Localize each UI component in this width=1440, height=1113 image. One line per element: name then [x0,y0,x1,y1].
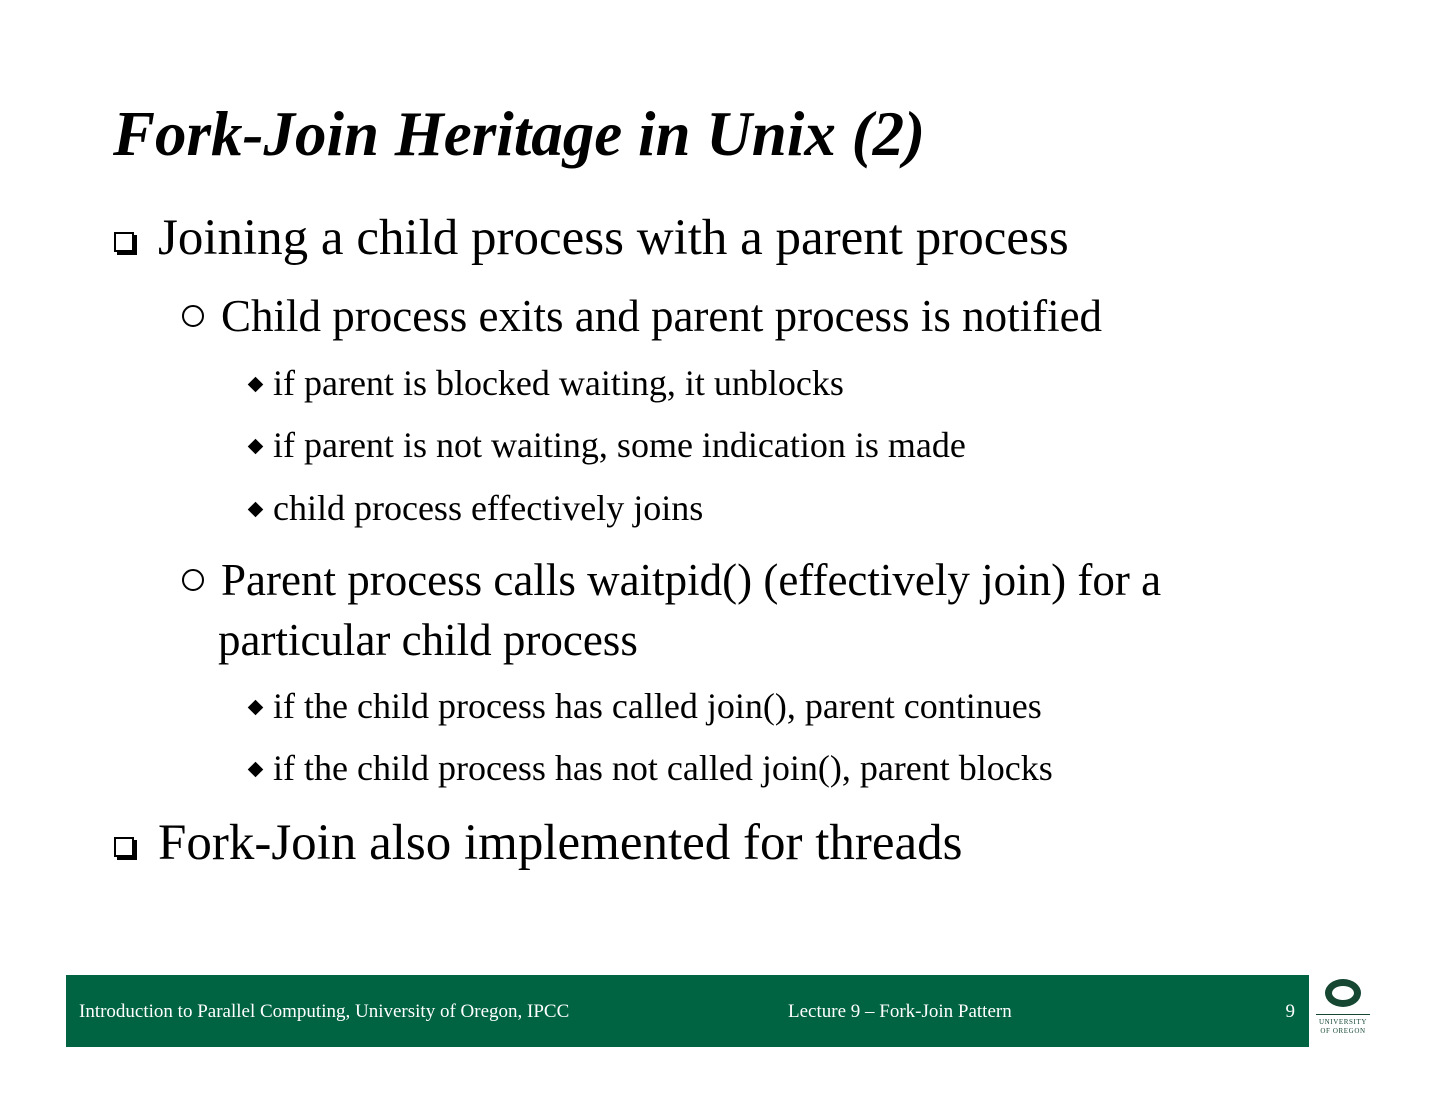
footer-bar [66,975,1309,1047]
diamond-bullet-icon [248,502,264,518]
circle-bullet-icon [182,569,204,591]
bullet-threads [114,813,963,873]
sub-sub-bullet-parent-blocks [248,746,1053,790]
sub-sub-bullet-child-joins [248,486,703,530]
diamond-bullet-icon [248,700,264,716]
bullet-text: child process effectively joins [273,488,704,528]
diamond-bullet-icon [248,439,264,455]
sub-sub-bullet-indication [248,423,966,467]
bullet-joining [114,208,1069,268]
bullet-text: Child process exits and parent process is notified [221,291,1103,341]
sub-bullet-child-exits [182,286,1102,346]
square-bullet-icon [114,837,134,857]
slide-title: Fork-Join Heritage in Unix (2) [113,99,926,169]
sub-sub-bullet-parent-continues [248,684,1042,728]
logo-divider [1316,1014,1370,1015]
footer-lecture: Lecture 9 – Fork-Join Pattern [788,1001,1012,1022]
square-bullet-icon [114,232,134,252]
bullet-text: if the child process has not called join(), parent blocks [273,748,1053,788]
bullet-text: if parent is not waiting, some indication is made [273,425,966,465]
bullet-text: if the child process has called join(), parent continues [273,686,1042,726]
university-logo [1312,975,1374,1047]
bullet-text: Parent process calls waitpid() (effectively join) for a [221,555,1162,605]
page-number: 9 [1285,1001,1295,1022]
footer-course: Introduction to Parallel Computing, University of Oregon, IPCC [79,1001,570,1022]
logo-line-2: OF OREGON [1320,1027,1366,1035]
sub-sub-bullet-unblocks [248,361,844,405]
diamond-bullet-icon [248,377,264,393]
oregon-o-icon [1325,979,1361,1007]
logo-line-1: UNIVERSITY [1319,1018,1367,1026]
circle-bullet-icon [182,305,204,327]
diamond-bullet-icon [248,762,264,778]
sub-bullet-waitpid [182,550,1161,670]
bullet-text-continuation: particular child process [218,615,638,665]
bullet-text: Fork-Join also implemented for threads [158,815,963,871]
bullet-text: Joining a child process with a parent process [158,210,1069,266]
bullet-text: if parent is blocked waiting, it unblocks [273,363,844,403]
